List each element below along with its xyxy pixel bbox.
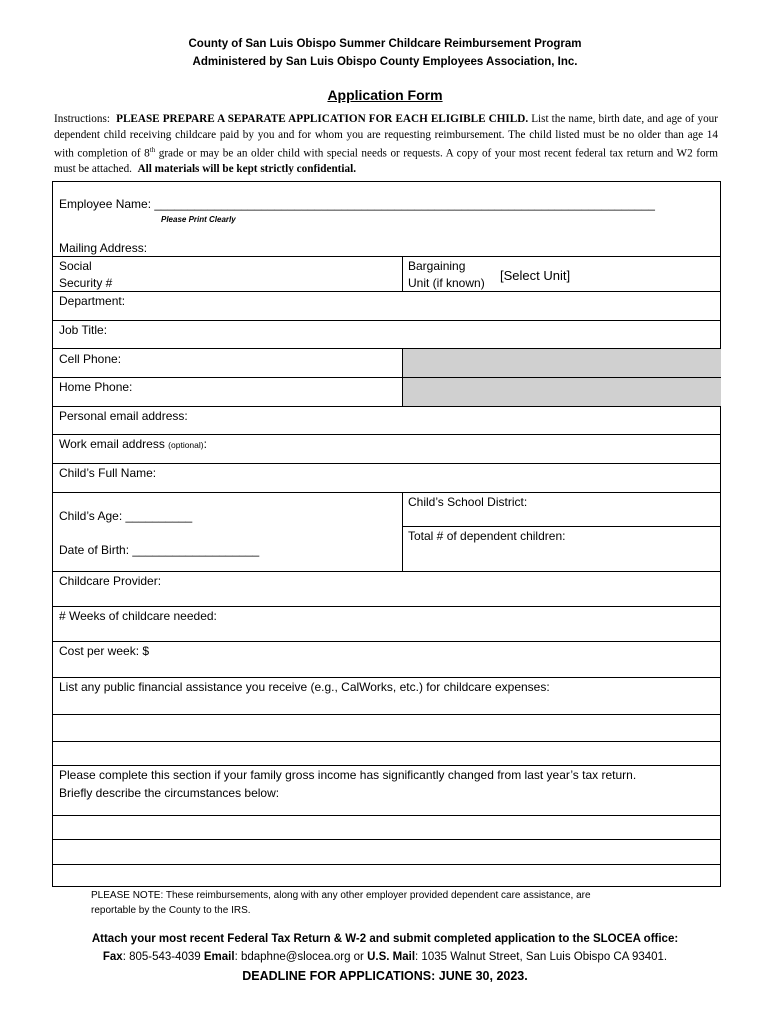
row-divider [53,839,721,840]
header-line-2: Administered by San Luis Obispo County Employees Association, Inc. [192,56,578,68]
column-divider [402,492,403,571]
row-divider [53,606,721,607]
public-assistance-label: List any public financial assistance you receive (e.g., CalWorks, etc.) for childcare expenses: [59,680,550,694]
row-divider [53,765,721,766]
fax-value: : 805-543-4039 [122,951,204,963]
header-line-1: County of San Luis Obispo Summer Childcare Reimbursement Program [188,38,582,50]
ssn-label-line-1: Social [59,259,92,273]
work-email-colon: : [203,437,207,451]
row-divider [53,741,721,742]
date-of-birth-field[interactable]: Date of Birth: ___________________ [59,543,260,557]
note-line-1: PLEASE NOTE: These reimbursements, along with any other employer provided dependent care assistance, are [91,890,591,901]
home-phone-field[interactable]: Home Phone: [59,380,133,394]
column-divider [402,256,403,291]
email-label: Email [203,951,235,963]
row-divider [53,291,721,292]
work-email-field[interactable] [59,436,207,453]
mailing-address-field[interactable]: Mailing Address: [59,241,148,255]
personal-email-field[interactable]: Personal email address: [59,409,188,423]
income-change-label-1: Please complete this section if your family gross income has significantly changed from last year’s tax return. [59,768,637,782]
fax-label: Fax [102,951,123,963]
bargaining-label-line-2: Unit (if known) [408,276,485,290]
row-divider [53,320,721,321]
instructions-bold-lead: PLEASE PREPARE A SEPARATE APPLICATION FOR EACH ELIGIBLE CHILD. [116,113,529,125]
contact-line [0,951,770,963]
instructions-lead: Instructions: [54,113,110,125]
attach-instructions: Attach your most recent Federal Tax Return & W-2 and submit completed application to the SLOCEA office: [91,933,679,945]
row-divider [53,815,721,816]
column-divider [402,348,403,406]
child-age-field[interactable]: Child’s Age: __________ [59,509,193,523]
job-title-field[interactable]: Job Title: [59,323,108,337]
row-divider [403,526,721,527]
row-divider [53,463,721,464]
email-value[interactable]: : bdaphne@slocea.org or [234,951,368,963]
select-unit-dropdown[interactable]: [Select Unit] [500,268,571,283]
row-divider [53,571,721,572]
deadline: DEADLINE FOR APPLICATIONS: JUNE 30, 2023. [242,969,528,983]
row-divider [53,677,721,678]
optional-hint: (optional) [168,440,204,450]
ssn-field[interactable]: Security # [59,276,113,290]
child-full-name-field[interactable]: Child’s Full Name: [59,466,157,480]
please-note [91,888,691,918]
row-divider [53,406,721,407]
school-district-field[interactable]: Child’s School District: [408,495,528,509]
weeks-needed-field[interactable]: # Weeks of childcare needed: [59,609,217,623]
income-change-label-2: Briefly describe the circumstances below: [59,786,280,800]
row-divider [53,641,721,642]
instructions-body-2: grade or may be an older child with special needs or requests. A copy of your most recent federal tax return and W2 form must be attached. [54,147,718,176]
department-field[interactable]: Department: [59,294,126,308]
row-divider [53,864,721,865]
mail-value: : 1035 Walnut Street, San Luis Obispo CA 93401. [415,951,668,963]
row-divider [53,348,721,349]
work-email-label: Work email address [59,437,165,451]
row-divider [53,377,721,378]
childcare-provider-field[interactable]: Childcare Provider: [59,574,162,588]
total-dependents-field[interactable]: Total # of dependent children: [408,529,566,543]
form-title: Application Form [327,87,443,103]
instructions-body-1: List the name, birth date, and age of your dependent child receiving childcare paid by you and for whom you are requesting reimbursement. The child listed must be no older than age 14 with completion of 8 [54,113,718,160]
row-divider [53,492,721,493]
employee-name-field[interactable]: Employee Name: ___________________________________________________________________________ [59,197,655,211]
mail-label: U.S. Mail [367,951,416,963]
application-form [52,181,721,887]
instructions-bold-tail: All materials will be kept strictly confidential. [137,163,357,176]
row-divider [53,434,721,435]
print-clearly-hint: Please Print Clearly [161,215,236,224]
bargaining-label-line-1: Bargaining [408,259,466,273]
instructions [54,112,718,178]
home-phone-shaded-cell [403,378,721,406]
cell-phone-field[interactable]: Cell Phone: [59,352,122,366]
note-line-2: reportable by the County to the IRS. [91,905,251,916]
cell-phone-shaded-cell [403,349,721,377]
row-divider [53,256,721,257]
row-divider [53,714,721,715]
cost-per-week-field[interactable]: Cost per week: $ [59,644,150,658]
instructions-sup: th [149,146,156,154]
